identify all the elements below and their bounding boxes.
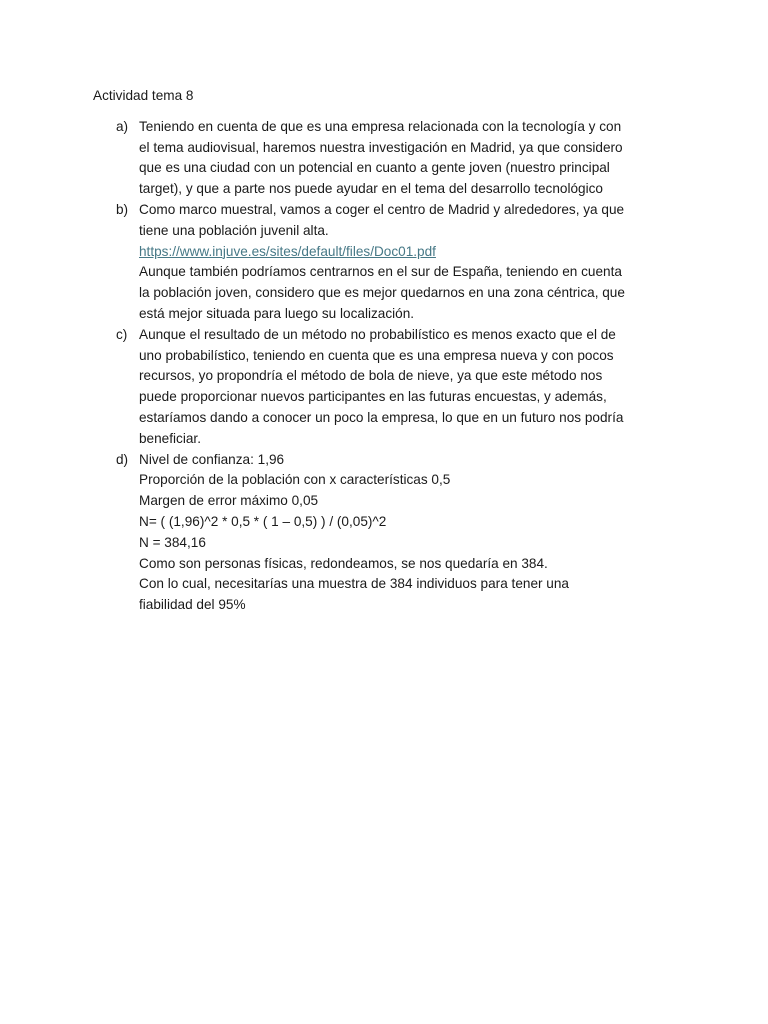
text-line: Como son personas físicas, redondeamos, se nos quedaría en 384. xyxy=(139,555,548,571)
text-line: Aunque el resultado de un método no probabilístico es menos exacto que el de xyxy=(139,326,616,342)
list-marker: d) xyxy=(116,451,129,467)
text-line: uno probabilístico, teniendo en cuenta que es una empresa nueva y con pocos xyxy=(139,347,614,363)
text-line: Teniendo en cuenta de que es una empresa relacionada con la tecnología y con xyxy=(139,118,622,134)
answer-item-b xyxy=(93,200,693,325)
text-line: recursos, yo propondría el método de bola de nieve, ya que este método nos xyxy=(139,368,603,384)
text-line: el tema audiovisual, haremos nuestra investigación en Madrid, ya que considero xyxy=(139,139,623,155)
text-line: fiabilidad del 95% xyxy=(139,597,246,613)
text-line: Nivel de confianza: 1,96 xyxy=(139,451,285,467)
source-link[interactable]: https://www.injuve.es/sites/default/files/Doc01.pdf xyxy=(139,243,436,259)
text-line: Margen de error máximo 0,05 xyxy=(139,493,319,509)
list-marker: a) xyxy=(116,118,129,134)
text-line: puede proporcionar nuevos participantes en las futuras encuestas, y además, xyxy=(139,389,607,405)
document-title: Actividad tema 8 xyxy=(93,88,194,103)
text-line: beneficiar. xyxy=(139,430,201,446)
answer-item-c xyxy=(93,325,693,450)
list-marker: b) xyxy=(116,201,129,217)
formula-result-line: N = 384,16 xyxy=(139,534,206,550)
document-page xyxy=(93,86,693,616)
formula-line: N= ( (1,96)^2 * 0,5 * ( 1 – 0,5) ) / (0,05)^2 xyxy=(139,513,387,529)
text-line: la población joven, considero que es mejor quedarnos en una zona céntrica, que xyxy=(139,285,625,301)
text-line: Proporción de la población con x características 0,5 xyxy=(139,472,451,488)
text-line: target), y que a parte nos puede ayudar en el tema del desarrollo tecnológico xyxy=(139,181,603,197)
answer-list xyxy=(93,117,693,616)
text-line: Como marco muestral, vamos a coger el centro de Madrid y alrededores, ya que xyxy=(139,201,625,217)
answer-item-a xyxy=(93,117,693,200)
list-marker: c) xyxy=(116,326,128,342)
text-line: está mejor situada para luego su localización. xyxy=(139,305,415,321)
text-line: Con lo cual, necesitarías una muestra de 384 individuos para tener una xyxy=(139,576,569,592)
text-line: estaríamos dando a conocer un poco la empresa, lo que en un futuro nos podría xyxy=(139,409,624,425)
text-line: Aunque también podríamos centrarnos en el sur de España, teniendo en cuenta xyxy=(139,264,622,280)
text-line: tiene una población juvenil alta. xyxy=(139,222,329,238)
answer-item-d xyxy=(93,450,693,616)
text-line: que es una ciudad con un potencial en cuanto a gente joven (nuestro principal xyxy=(139,160,610,176)
